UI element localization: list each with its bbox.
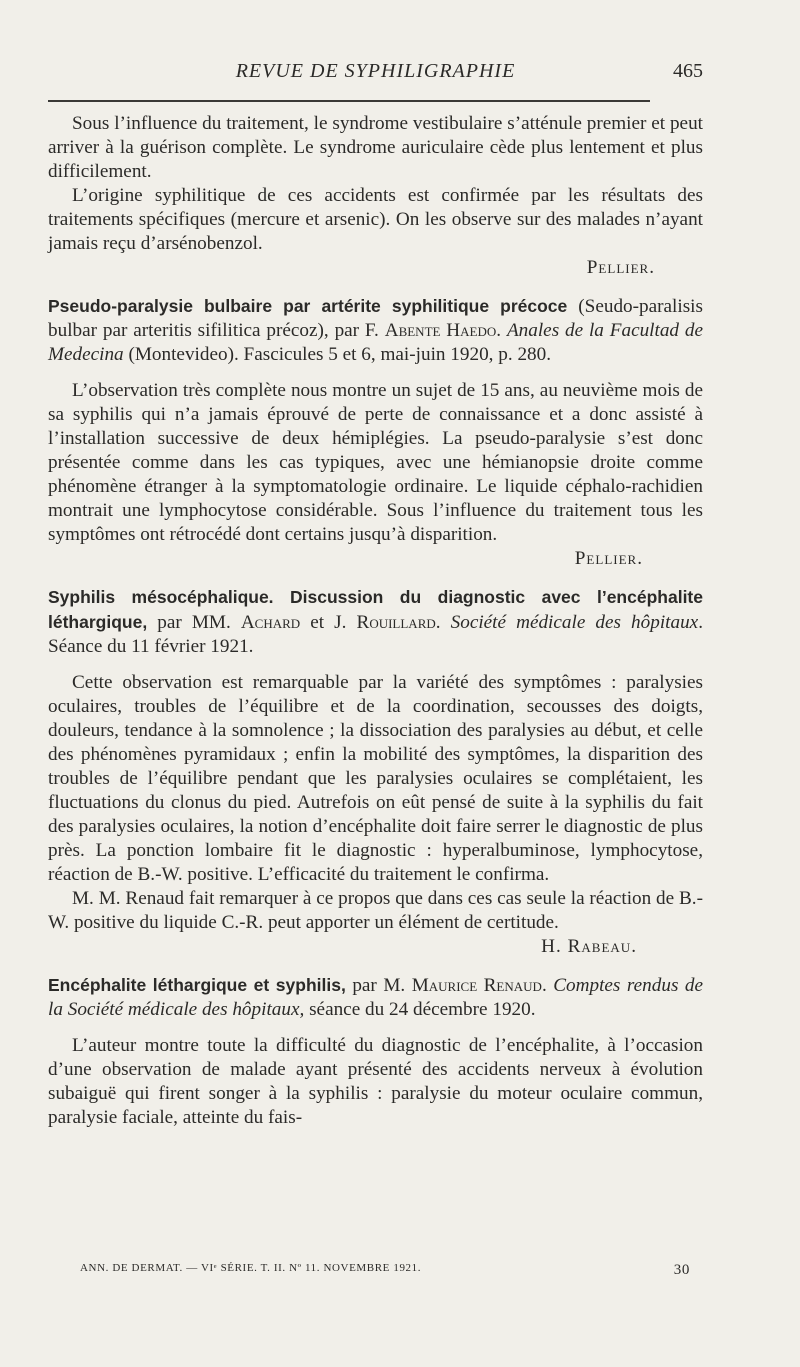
separator: . <box>496 320 507 341</box>
byline: par M. <box>345 975 412 996</box>
author-name: Maurice Renaud <box>411 975 542 996</box>
page-header <box>48 60 703 94</box>
citation-details: . Séance du 11 février 1921. <box>48 612 704 657</box>
journal-name: Comptes rendus de la Société médicale des hôpitaux, <box>48 975 704 1020</box>
journal-name: Anales de la Facultad de Medecina <box>48 320 703 365</box>
article-heading <box>48 585 703 659</box>
citation-details: séance du 24 décembre 1920. <box>304 999 536 1020</box>
running-title: REVUE DE SYPHILIGRAPHIE <box>235 60 516 82</box>
paragraph: L’auteur montre toute la difficulté du diagnostic de l’encéphalite, à l’occasion d’une observation de malade ayant présenté des accidents nerveux à évolution subaiguë qui firent songer à la syphilis : paralysie du moteur oculaire commun, paralysie faciale, atteinte du fais- <box>48 1035 703 1128</box>
citation-details: (Montevideo). Fascicules 5 et 6, mai-juin 1920, p. 280. <box>123 344 552 365</box>
author-name: Abente Haedo <box>384 320 497 341</box>
signature-mark: 30 <box>673 1262 690 1278</box>
article-title: Syphilis mésocéphalique. Discussion du diagnostic avec l’encéphalite léthargique, <box>48 587 703 632</box>
separator: . <box>541 975 554 996</box>
page-footer <box>80 1262 690 1279</box>
header-rule <box>48 100 650 102</box>
signature: H. Rabeau. <box>541 936 637 957</box>
author-name: Rouillard <box>356 612 436 633</box>
footer-citation: ANN. DE DERMAT. — VIᵉ SÉRIE. T. II. Nº 11. NOVEMBRE 1921. <box>80 1262 422 1274</box>
separator: . <box>435 612 451 633</box>
article-heading <box>48 973 703 1022</box>
paragraph: M. M. Renaud fait remarquer à ce propos que dans ces cas seule la réaction de B.-W. positive du liquide C.-R. peut apporter un élément de certitude. <box>48 888 703 933</box>
article-title: Pseudo-paralysie bulbaire par artérite syphilitique précoce <box>48 296 568 316</box>
paragraph: Cette observation est remarquable par la variété des symptômes : paralysies oculaires, troubles de l’équilibre et de la coordination, secousses des doigts, douleurs, tendance à la somnolence ; la dissociation des paralysies au début, et celle des phénomènes pyramidaux ; enfin la mobilité des symptômes, la disparition des troubles de l’équilibre pendant que les paralysies oculaires se complétaient, les fluctuations du clonus du pied. Autrefois on eût pensé de suite à la syphilis du fait des paralysies oculaires, la notion d’encéphalite doit faire serrer le diagnostic de plus près. La ponction lombaire fit le diagnostic : hyperalbuminose, lymphocytose, réaction de B.-W. positive. L’efficacité du traitement le confirma. <box>48 672 703 885</box>
body-text <box>48 112 703 1130</box>
page-number: 465 <box>673 60 703 82</box>
author-name: Achard <box>240 612 301 633</box>
journal-name: Société médicale des hôpitaux <box>450 612 699 633</box>
paragraph: L’observation très complète nous montre un sujet de 15 ans, au neuvième mois de sa syphilis qui n’a jamais éprouvé de perte de connaissance et a donc assisté à l’installation successive de deux hémiplégies. La pseudo-paralysie s’est donc présentée comme dans les cas typiques, avec une hémianopsie droite comme phénomène étranger à la symptomatologie ordinaire. Le liquide céphalo-rachidien montrait une lymphocytose considérable. Sous l’influence du traitement tous les symptômes ont rétrocédé dont certains jusqu’à disparition. <box>48 380 703 545</box>
signature: Pellier. <box>574 548 643 569</box>
article-subtitle: (Seudo-paralisis bulbar par arteritis sifilitica précoz), par F. <box>48 296 703 341</box>
article-title: Encéphalite léthargique et syphilis, <box>48 975 346 995</box>
byline: par MM. <box>147 612 241 633</box>
byline: et J. <box>300 612 357 633</box>
signature: Pellier. <box>586 257 655 278</box>
paragraph: L’origine syphilitique de ces accidents est confirmée par les résultats des traitements spécifiques (mercure et arsenic). On les observe sur des malades n’ayant jamais reçu d’arsénobenzol. <box>48 185 703 254</box>
article-heading <box>48 294 703 367</box>
paragraph: Sous l’influence du traitement, le syndrome vestibulaire s’atténule premier et peut arriver à la guérison complète. Le syndrome auriculaire cède plus lentement et plus difficilement. <box>48 113 703 182</box>
